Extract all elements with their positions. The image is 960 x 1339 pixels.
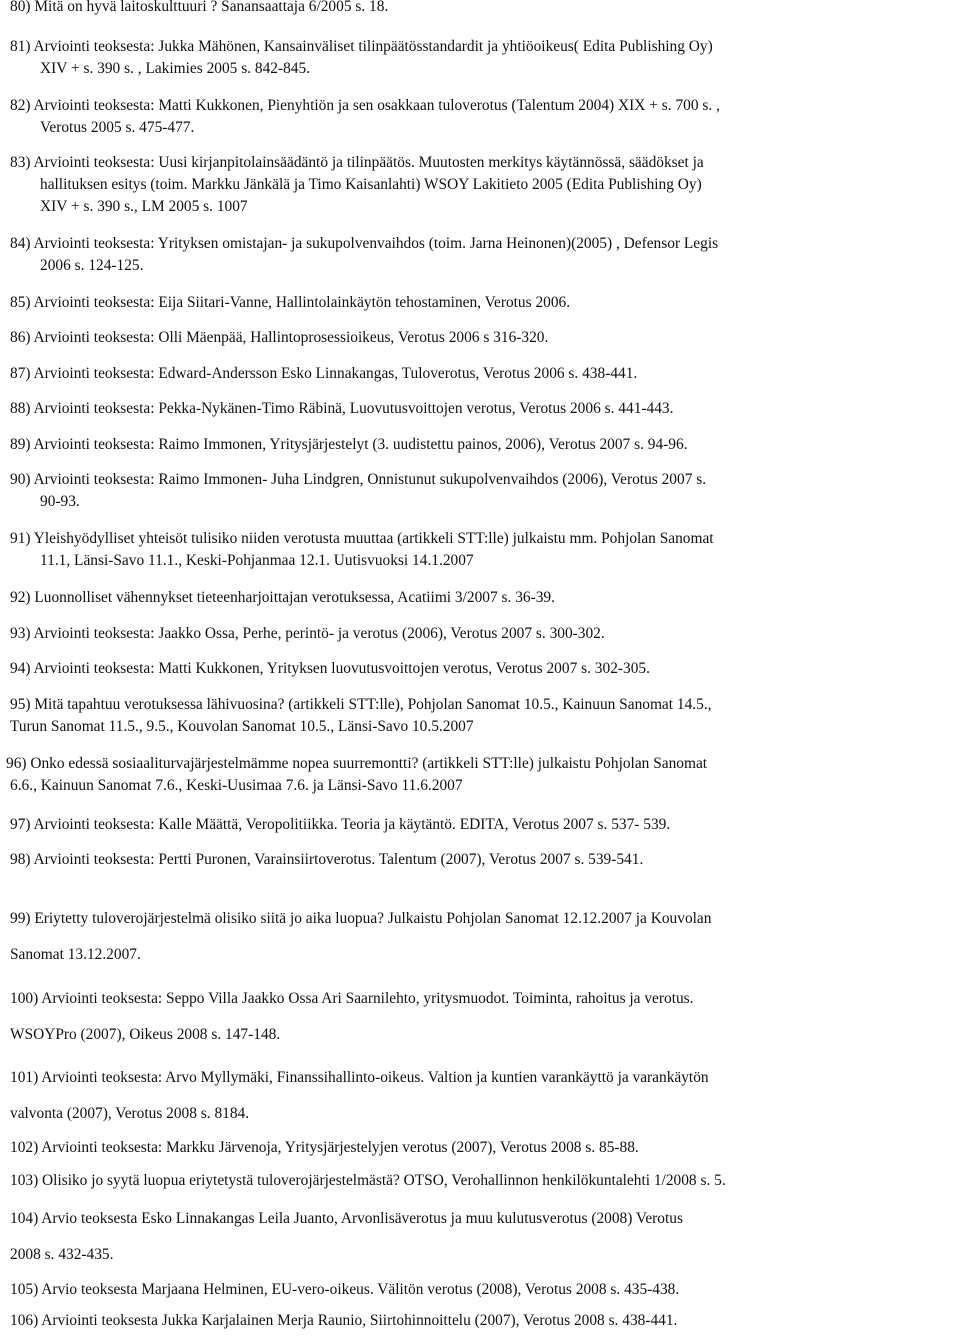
entry-103-line-1: 103) Olisiko jo syytä luopua eriytetystä tuloverojärjestelmästä? OTSO, Verohallinnon henkilökuntalehti 1/2008 s. 5. <box>10 1172 726 1189</box>
entry-95-line-2: Turun Sanomat 11.5., 9.5., Kouvolan Sanomat 10.5., Länsi-Savo 10.5.2007 <box>10 718 474 735</box>
entry-100-line-1: 100) Arviointi teoksesta: Seppo Villa Jaakko Ossa Ari Saarnilehto, yritysmuodot. Toiminta, rahoitus ja verotus. <box>10 990 694 1007</box>
list-item <box>10 469 960 513</box>
list-item <box>10 587 960 609</box>
list-item <box>10 95 960 139</box>
list-item <box>6 753 958 797</box>
list-item <box>10 434 960 456</box>
list-item <box>10 1060 960 1132</box>
entry-86-line-1: 86) Arviointi teoksesta: Olli Mäenpää, Hallintoprosessioikeus, Verotus 2006 s 316-320. <box>10 329 549 346</box>
list-item <box>10 623 960 645</box>
list-item <box>10 981 960 1053</box>
list-item <box>10 36 960 80</box>
entry-96-line-2: 6.6., Kainuun Sanomat 7.6., Keski-Uusimaa 7.6. ja Länsi-Savo 11.6.2007 <box>10 777 463 794</box>
list-item <box>10 363 960 385</box>
entry-91-line-2: 11.1, Länsi-Savo 11.1., Keski-Pohjanmaa 12.1. Uutisvuoksi 14.1.2007 <box>40 552 474 569</box>
entry-101-line-2: valvonta (2007), Verotus 2008 s. 8184. <box>10 1105 250 1122</box>
entry-83-line-3: XIV + s. 390 s., LM 2005 s. 1007 <box>40 198 248 215</box>
list-item <box>10 528 960 572</box>
entry-84-line-1: 84) Arviointi teoksesta: Yrityksen omistajan- ja sukupolvenvaihdos (toim. Jarna Heinonen)(2005) , Defensor Legis <box>10 235 719 252</box>
entry-104-line-1: 104) Arvio teoksesta Esko Linnakangas Leila Juanto, Arvonlisäverotus ja muu kulutusverotus (2008) Verotus <box>10 1210 683 1227</box>
entry-81-line-1: 81) Arviointi teoksesta: Jukka Mähönen, Kansainväliset tilinpäätösstandardit ja yhtiöoikeus( Edita Publishing Oy) <box>10 38 713 55</box>
entry-88-line-1: 88) Arviointi teoksesta: Pekka-Nykänen-Timo Räbinä, Luovutusvoittojen verotus, Verotus 2006 s. 441-443. <box>10 400 674 417</box>
entry-83-line-2: hallituksen esitys (toim. Markku Jänkälä ja Timo Kaisanlahti) WSOY Lakitieto 2005 (Edita Publishing Oy) <box>40 176 702 193</box>
list-item <box>10 849 960 871</box>
entry-90-line-1: 90) Arviointi teoksesta: Raimo Immonen- Juha Lindgren, Onnistunut sukupolvenvaihdos (2006), Verotus 2007 s. <box>10 471 707 488</box>
list-item <box>10 0 960 18</box>
entry-95-line-1: 95) Mitä tapahtuu verotuksessa lähivuosina? (artikkeli STT:lle), Pohjolan Sanomat 10.5., Kainuun Sanomat 14.5., <box>10 696 712 713</box>
entry-82-line-2: Verotus 2005 s. 475-477. <box>40 119 195 136</box>
entry-82-line-1: 82) Arviointi teoksesta: Matti Kukkonen, Pienyhtiön ja sen osakkaan tuloverotus (Talentum 2004) XIX + s. 700 s. , <box>10 97 720 114</box>
list-item <box>10 694 960 738</box>
list-item <box>10 901 960 973</box>
entry-98-line-1: 98) Arviointi teoksesta: Pertti Puronen, Varainsiirtoverotus. Talentum (2007), Verotus 2007 s. 539-541. <box>10 851 644 868</box>
list-item <box>10 327 960 349</box>
list-item <box>10 233 960 277</box>
entry-81-line-2: XIV + s. 390 s. , Lakimies 2005 s. 842-845. <box>40 60 311 77</box>
entry-89-line-1: 89) Arviointi teoksesta: Raimo Immonen, Yritysjärjestelyt (3. uudistettu painos, 2006), Verotus 2007 s. 94-96. <box>10 436 688 453</box>
entry-83-line-1: 83) Arviointi teoksesta: Uusi kirjanpitolainsäädäntö ja tilinpäätös. Muutosten merkitys käytännössä, säädökset ja <box>10 154 704 171</box>
entry-101-line-1: 101) Arviointi teoksesta: Arvo Myllymäki, Finanssihallinto-oikeus. Valtion ja kuntien varankäyttö ja varankäytön <box>10 1069 709 1086</box>
list-item <box>10 814 960 836</box>
entry-106-line-1: 106) Arviointi teoksesta Jukka Karjalainen Merja Raunio, Siirtohinnoittelu (2007), Verotus 2008 s. 438-441. <box>10 1312 678 1329</box>
entry-94-line-1: 94) Arviointi teoksesta: Matti Kukkonen, Yrityksen luovutusvoittojen verotus, Verotus 2007 s. 302-305. <box>10 660 650 677</box>
entry-85-line-1: 85) Arviointi teoksesta: Eija Siitari-Vanne, Hallintolainkäytön tehostaminen, Verotus 2006. <box>10 294 571 311</box>
entry-90-line-2: 90-93. <box>40 493 80 510</box>
entry-102-line-1: 102) Arviointi teoksesta: Markku Järvenoja, Yritysjärjestelyjen verotus (2007), Verotus 2008 s. 85-88. <box>10 1139 639 1156</box>
entry-104-line-2: 2008 s. 432-435. <box>10 1246 114 1263</box>
list-item <box>10 292 960 314</box>
entry-80-line-1: 80) Mitä on hyvä laitoskulttuuri ? Sanansaattaja 6/2005 s. 18. <box>10 0 389 15</box>
entry-99-line-2: Sanomat 13.12.2007. <box>10 946 141 963</box>
list-item <box>10 658 960 680</box>
list-item <box>10 1303 960 1339</box>
entry-87-line-1: 87) Arviointi teoksesta: Edward-Andersson Esko Linnakangas, Tuloverotus, Verotus 2006 s. 438-441. <box>10 365 638 382</box>
list-item <box>10 152 960 218</box>
entry-105-line-1: 105) Arvio teoksesta Marjaana Helminen, EU-vero-oikeus. Välitön verotus (2008), Verotus 2008 s. 435-438. <box>10 1281 680 1298</box>
entry-93-line-1: 93) Arviointi teoksesta: Jaakko Ossa, Perhe, perintö- ja verotus (2006), Verotus 2007 s. 300-302. <box>10 625 605 642</box>
entry-99-line-1: 99) Eriytetty tuloverojärjestelmä olisiko siitä jo aika luopua? Julkaistu Pohjolan Sanomat 12.12.2007 ja Kouvolan <box>10 910 712 927</box>
entry-92-line-1: 92) Luonnolliset vähennykset tieteenharjoittajan verotuksessa, Acatiimi 3/2007 s. 36-39. <box>10 589 555 606</box>
list-item <box>10 1163 960 1199</box>
list-item <box>10 398 960 420</box>
list-item <box>10 1130 960 1166</box>
entry-96-line-1: 96) Onko edessä sosiaaliturvajärjestelmämme nopea suurremontti? (artikkeli STT:lle) julkaistu Pohjolan Sanomat <box>6 755 708 772</box>
entry-97-line-1: 97) Arviointi teoksesta: Kalle Määttä, Veropolitiikka. Teoria ja käytäntö. EDITA, Verotus 2007 s. 537- 539. <box>10 816 671 833</box>
list-item <box>10 1201 960 1273</box>
entry-91-line-1: 91) Yleishyödylliset yhteisöt tulisiko niiden verotusta muuttaa (artikkeli STT:lle) julkaistu mm. Pohjolan Sanomat <box>10 530 714 547</box>
entry-84-line-2: 2006 s. 124-125. <box>40 257 144 274</box>
entry-100-line-2: WSOYPro (2007), Oikeus 2008 s. 147-148. <box>10 1026 281 1043</box>
